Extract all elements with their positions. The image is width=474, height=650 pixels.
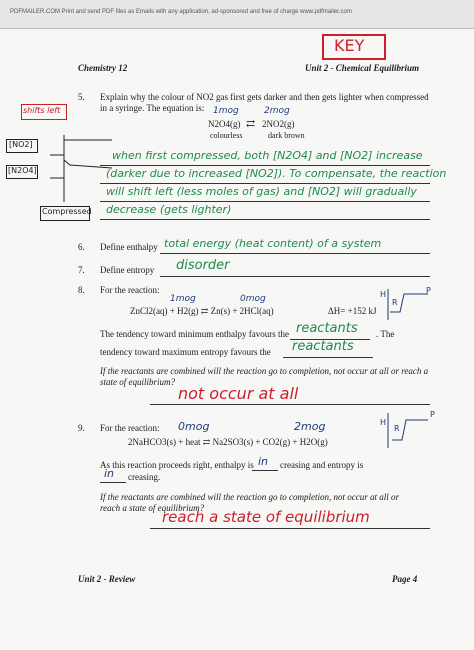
q6-label: Define enthalpy — [100, 242, 158, 252]
q5-number: 5. — [78, 92, 85, 102]
q6-answer: total energy (heat content) of a system — [164, 237, 382, 250]
q9-graph-p: P — [430, 410, 435, 419]
q9-mol-2: 2mog — [294, 420, 326, 433]
key-label: KEY — [334, 36, 365, 55]
q8-reaction: ZnCl2(aq) + H2(g) ⇄ Zn(s) + 2HCl(aq) — [130, 306, 274, 316]
q9-mol-0: 0mog — [178, 420, 210, 433]
q8-answer-3: not occur at all — [178, 384, 299, 403]
banner-text: PDFMAILER.COM Print and send PDF files as Emails with any application, ad-sponsored and free of charge www.pdfmailer.com — [10, 9, 352, 15]
q5-line-1 — [100, 165, 430, 166]
q8-answer-1: reactants — [296, 321, 358, 336]
q9-text-3a: If the reactants are combined will the reaction go to completion, not occur at all or — [100, 492, 399, 502]
q8-text-3b: state of equilibrium? — [100, 377, 175, 387]
q8-graph-p: P — [426, 286, 431, 295]
q5-line-2 — [100, 183, 430, 184]
q5-line-3 — [100, 201, 430, 202]
q8-text-1-end: . The — [376, 329, 395, 339]
graph-label-no2: [NO2] — [9, 140, 33, 149]
q8-line-2 — [283, 357, 373, 358]
q8-number: 8. — [78, 285, 85, 295]
q9-text-2b: creasing. — [128, 472, 161, 482]
q8-mol-1: 1mog — [170, 294, 196, 304]
q9-graph-r: R — [394, 424, 400, 433]
q9-text-3b: reach a state of equilibrium? — [100, 503, 205, 513]
q9-text-1a: As this reaction proceeds right, enthalpy is — [100, 460, 254, 470]
q9-graph-h: H — [380, 418, 387, 427]
q9-line-2 — [100, 482, 126, 483]
q5-answer-2: (darker due to increased [NO2]). To compensate, the reaction — [106, 167, 447, 180]
q9-answer-2: in — [104, 467, 115, 480]
q9-energy-diagram — [378, 410, 438, 450]
q9-intro: For the reaction: — [100, 423, 160, 433]
q5-mol-right: 2mog — [264, 106, 290, 116]
header-unit: Unit 2 - Chemical Equilibrium — [305, 63, 420, 73]
q8-text-3a: If the reactants are combined will the reaction go to completion, not occur at all or reach a — [100, 366, 429, 376]
q5-eq-left: N2O4(g) — [208, 119, 241, 129]
q5-text-2: in a syringe. The equation is: — [100, 103, 205, 113]
q8-intro: For the reaction: — [100, 285, 160, 295]
q9-line-3 — [150, 528, 430, 529]
q8-graph-h: H — [380, 290, 387, 299]
q9-answer-1: in — [258, 455, 269, 468]
q6-number: 6. — [78, 242, 85, 252]
q9-reaction: 2NaHCO3(s) + heat ⇄ Na2SO3(s) + CO2(g) + H2O(g) — [128, 437, 328, 447]
q5-answer-4: decrease (gets lighter) — [106, 203, 232, 216]
q6-line — [160, 253, 430, 254]
q9-number: 9. — [78, 423, 85, 433]
q5-eq-right: 2NO2(g) — [262, 119, 295, 129]
shift-left-note: shifts left — [23, 106, 61, 115]
footer-unit: Unit 2 - Review — [78, 574, 136, 584]
q5-answer-3: will shift left (less moles of gas) and [NO2] will gradually — [106, 185, 417, 198]
graph-label-compressed: Compressed — [42, 207, 92, 216]
q5-mol-left: 1mog — [213, 106, 239, 116]
q5-eq-arrow: ⇄ — [246, 118, 256, 130]
q7-label: Define entropy — [100, 265, 155, 275]
q7-line — [160, 276, 430, 277]
q8-graph-r: R — [392, 298, 398, 307]
graph-label-n2o4: [N2O4] — [8, 166, 37, 175]
q8-text-1: The tendency toward minimum enthalpy favours the — [100, 329, 289, 339]
q9-line-1 — [252, 470, 278, 471]
footer-page: Page 4 — [392, 574, 418, 584]
q5-label-darkbrown: dark brown — [268, 131, 305, 140]
q9-answer-3: reach a state of equilibrium — [162, 508, 370, 526]
header-course: Chemistry 12 — [78, 63, 128, 73]
q5-line-4 — [100, 219, 430, 220]
q8-text-2: tendency toward maximum entropy favours the — [100, 347, 271, 357]
q7-answer: disorder — [176, 258, 230, 273]
q8-line-3 — [150, 404, 430, 405]
q5-answer-1: when first compressed, both [N2O4] and [NO2] increase — [112, 149, 423, 162]
q5-text-1: Explain why the colour of NO2 gas first gets darker and then gets lighter when compressed — [100, 92, 429, 102]
q8-mol-0: 0mog — [240, 294, 266, 304]
q8-delta-h: ΔH= +152 kJ — [328, 306, 377, 316]
q8-answer-2: reactants — [292, 339, 354, 354]
q9-text-1b: creasing and entropy is — [280, 460, 364, 470]
q5-label-colourless: colourless — [210, 131, 243, 140]
q7-number: 7. — [78, 265, 85, 275]
